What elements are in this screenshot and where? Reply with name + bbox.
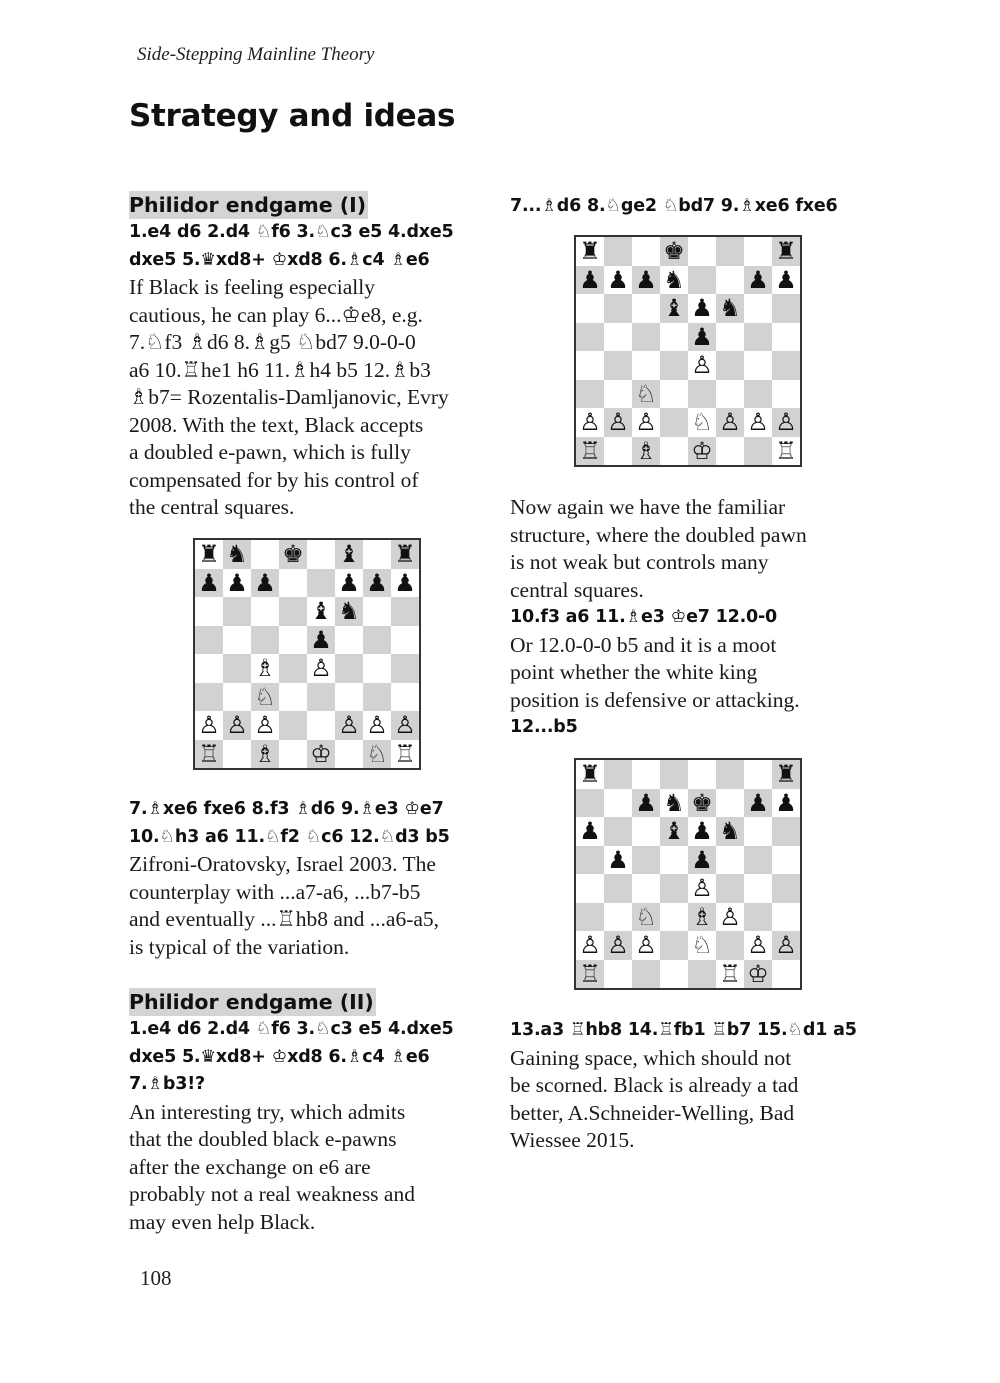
board-square [632,817,660,846]
board-square [391,626,419,655]
black-pawn-icon: ♟ [772,266,800,295]
board-square [363,626,391,655]
black-bishop-icon: ♝ [660,817,688,846]
white-pawn-icon: ♙ [335,711,363,740]
text-line: better, A.Schneider-Welling, Bad [510,1100,795,1125]
white-pawn-icon: ♙ [307,654,335,683]
text-line: 7.♘f3 ♗d6 8.♗g5 ♘bd7 9.0-0-0 [129,330,416,354]
board-square [716,237,744,266]
board-square [604,903,632,932]
section-heading: Philidor endgame (II) [129,990,374,1014]
board-square [279,711,307,740]
board-square [660,846,688,875]
text-line: Zifroni-Oratovsky, Israel 2003. The [129,852,436,876]
board-square [279,683,307,712]
white-pawn-icon: ♙ [744,931,772,960]
move-line: 10.♘h3 a6 11.♘f2 ♘c6 12.♘d3 b5 [129,826,450,847]
white-pawn-icon: ♙ [223,711,251,740]
board-square [195,654,223,683]
white-pawn-icon: ♙ [772,931,800,960]
white-pawn-icon: ♙ [744,408,772,437]
black-king-icon: ♚ [688,789,716,818]
board-square [772,903,800,932]
board-square [223,740,251,769]
board-square [279,597,307,626]
black-pawn-icon: ♟ [744,266,772,295]
board-square [660,960,688,989]
board-square [604,760,632,789]
white-pawn-icon: ♙ [716,408,744,437]
white-pawn-icon: ♙ [632,408,660,437]
black-king-icon: ♚ [279,540,307,569]
board-square [632,846,660,875]
board-square [772,817,800,846]
board-square [363,540,391,569]
black-knight-icon: ♞ [335,597,363,626]
text-line: be scorned. Black is already a tad [510,1073,799,1097]
black-pawn-icon: ♟ [604,266,632,295]
board-square [660,760,688,789]
board-square [307,540,335,569]
black-knight-icon: ♞ [223,540,251,569]
right-intro-moves [510,193,837,221]
text-line: ♗b7= Rozentalis-Damljanovic, Evry [129,385,449,409]
white-knight-icon: ♘ [688,408,716,437]
white-rook-icon: ♖ [195,740,223,769]
board-square [223,626,251,655]
board-square [688,237,716,266]
board-square [576,903,604,932]
white-king-icon: ♔ [688,437,716,466]
black-pawn-icon: ♟ [744,789,772,818]
board-square [716,789,744,818]
black-rook-icon: ♜ [576,237,604,266]
board-square [223,654,251,683]
text-line: Wiessee 2015. [510,1128,635,1152]
board-square [632,960,660,989]
board-square [716,351,744,380]
black-pawn-icon: ♟ [688,817,716,846]
move-line: 1.e4 d6 2.d4 ♘f6 3.♘c3 e5 4.dxe5 [129,222,454,242]
board-square [660,437,688,466]
board-square [335,626,363,655]
white-rook-icon: ♖ [391,740,419,769]
board-square [279,654,307,683]
text-line: compensated for by his control of [129,467,419,492]
text-line: after the exchange on e6 are [129,1154,371,1179]
white-pawn-icon: ♙ [716,903,744,932]
board-square [744,294,772,323]
white-bishop-icon: ♗ [251,740,279,769]
board-square [251,540,279,569]
board-square [251,597,279,626]
page-title: Strategy and ideas [129,98,456,134]
black-pawn-icon: ♟ [307,626,335,655]
board-square [660,874,688,903]
move-line: dxe5 5.♛xd8+ ♔xd8 6.♗c4 ♗e6 [129,1046,430,1067]
white-pawn-icon: ♙ [604,931,632,960]
board-square [744,237,772,266]
black-rook-icon: ♜ [195,540,223,569]
white-rook-icon: ♖ [716,960,744,989]
white-pawn-icon: ♙ [604,408,632,437]
white-bishop-icon: ♗ [251,654,279,683]
board-square [744,903,772,932]
board-square [716,437,744,466]
board-square [195,597,223,626]
black-knight-icon: ♞ [660,266,688,295]
board-square [772,960,800,989]
board-square [632,351,660,380]
board-square [772,351,800,380]
white-pawn-icon: ♙ [772,408,800,437]
board-square [576,846,604,875]
running-head: Side-Stepping Mainline Theory [137,44,375,65]
board-square [744,846,772,875]
board-square [716,931,744,960]
text-line: a doubled e-pawn, which is fully [129,440,411,464]
board-square [604,789,632,818]
board-square [716,874,744,903]
black-pawn-icon: ♟ [688,846,716,875]
board-square [632,760,660,789]
move-line: 1.e4 d6 2.d4 ♘f6 3.♘c3 e5 4.dxe5 [129,1019,454,1039]
text-line: If Black is feeling especially [129,275,375,299]
black-bishop-icon: ♝ [307,597,335,626]
black-pawn-icon: ♟ [632,789,660,818]
text-line: may even help Black. [129,1209,316,1234]
text-line: that the doubled black e-pawns [129,1127,397,1151]
move-line: 12...b5 [510,717,578,737]
move-line: 7.♗b3!? [129,1074,205,1094]
board-square [660,408,688,437]
black-pawn-icon: ♟ [632,266,660,295]
black-pawn-icon: ♟ [335,569,363,598]
white-pawn-icon: ♙ [391,711,419,740]
board-square [576,323,604,352]
board-square [660,323,688,352]
board-square [744,380,772,409]
black-rook-icon: ♜ [772,237,800,266]
black-bishop-icon: ♝ [660,294,688,323]
board-square [223,597,251,626]
board-square [772,874,800,903]
board-square [688,960,716,989]
white-pawn-icon: ♙ [251,711,279,740]
board-square [307,569,335,598]
board-square [604,380,632,409]
board-square [660,351,688,380]
white-bishop-icon: ♗ [632,437,660,466]
text-line: the central squares. [129,495,295,519]
board-square [391,597,419,626]
board-square [688,760,716,789]
black-pawn-icon: ♟ [251,569,279,598]
board-square [391,654,419,683]
black-pawn-icon: ♟ [688,294,716,323]
black-pawn-icon: ♟ [576,817,604,846]
black-knight-icon: ♞ [716,817,744,846]
board-square [604,817,632,846]
board-square [660,903,688,932]
board-square [223,683,251,712]
right-block-3 [510,1017,857,1155]
move-line: 7.♗xe6 fxe6 8.f3 ♗d6 9.♗e3 ♔e7 [129,799,444,819]
white-knight-icon: ♘ [632,380,660,409]
board-square [716,760,744,789]
chess-diagram-3 [574,758,802,990]
page-number: 108 [140,1266,172,1290]
text-line: Now again we have the familiar [510,495,786,519]
text-line: counterplay with ...a7-a6, ...b7-b5 [129,879,421,904]
white-pawn-icon: ♙ [576,408,604,437]
board-square [604,437,632,466]
white-rook-icon: ♖ [576,960,604,989]
black-knight-icon: ♞ [660,789,688,818]
section-heading: Philidor endgame (I) [129,193,367,217]
board-square [604,874,632,903]
text-line: is typical of the variation. [129,934,350,959]
white-pawn-icon: ♙ [363,711,391,740]
board-square [279,569,307,598]
board-square [744,437,772,466]
board-square [744,874,772,903]
text-line: probably not a real weakness and [129,1182,415,1206]
black-pawn-icon: ♟ [688,323,716,352]
board-square [716,323,744,352]
board-square [576,874,604,903]
board-square [772,294,800,323]
black-pawn-icon: ♟ [772,789,800,818]
text-line: a6 10.♖he1 h6 11.♗h4 b5 12.♗b3 [129,357,431,382]
move-line: dxe5 5.♛xd8+ ♔xd8 6.♗c4 ♗e6 [129,249,430,270]
move-line: 10.f3 a6 11.♗e3 ♔e7 12.0-0 [510,607,778,627]
black-pawn-icon: ♟ [195,569,223,598]
text-line: and eventually ...♖hb8 and ...a6-a5, [129,907,440,931]
board-square [632,294,660,323]
text-line: point whether the white king [510,660,758,684]
board-square [576,351,604,380]
board-square [335,683,363,712]
section1-continuation [129,796,450,961]
black-pawn-icon: ♟ [576,266,604,295]
board-square [251,626,279,655]
chess-diagram-1 [193,538,421,770]
section1-block [129,191,454,522]
text-line: cautious, he can play 6...♔e8, e.g. [129,302,423,327]
black-rook-icon: ♜ [391,540,419,569]
text-line: is not weak but controls many [510,550,769,574]
board-square [604,351,632,380]
board-square [632,323,660,352]
board-square [195,683,223,712]
board-square [307,683,335,712]
board-square [632,237,660,266]
board-square [744,351,772,380]
white-pawn-icon: ♙ [688,874,716,903]
black-bishop-icon: ♝ [335,540,363,569]
board-square [335,740,363,769]
board-square [576,380,604,409]
white-knight-icon: ♘ [688,931,716,960]
text-line: structure, where the doubled pawn [510,522,807,547]
board-square [391,683,419,712]
board-square [744,760,772,789]
board-square [744,323,772,352]
white-king-icon: ♔ [744,960,772,989]
board-square [660,931,688,960]
board-square [632,874,660,903]
board-square [604,294,632,323]
white-pawn-icon: ♙ [195,711,223,740]
board-square [307,711,335,740]
text-line: position is defensive or attacking. [510,687,800,712]
white-rook-icon: ♖ [576,437,604,466]
black-pawn-icon: ♟ [223,569,251,598]
black-king-icon: ♚ [660,237,688,266]
board-square [744,817,772,846]
move-line: 7...♗d6 8.♘ge2 ♘bd7 9.♗xe6 fxe6 [510,196,838,216]
black-pawn-icon: ♟ [363,569,391,598]
board-square [363,654,391,683]
board-square [716,380,744,409]
board-square [363,683,391,712]
board-square [576,789,604,818]
section2-block [129,988,454,1236]
board-square [688,266,716,295]
white-pawn-icon: ♙ [632,931,660,960]
text-line: central squares. [510,577,644,602]
board-square [772,323,800,352]
board-square [279,740,307,769]
white-pawn-icon: ♙ [688,351,716,380]
board-square [335,654,363,683]
white-rook-icon: ♖ [772,437,800,466]
board-square [576,294,604,323]
black-knight-icon: ♞ [716,294,744,323]
board-square [716,266,744,295]
board-square [604,237,632,266]
board-square [660,380,688,409]
move-line: 13.a3 ♖hb8 14.♖fb1 ♖b7 15.♘d1 a5 [510,1020,857,1040]
board-square [688,380,716,409]
white-bishop-icon: ♗ [688,903,716,932]
white-knight-icon: ♘ [251,683,279,712]
board-square [604,960,632,989]
board-square [772,380,800,409]
board-square [195,626,223,655]
white-king-icon: ♔ [307,740,335,769]
text-line: Gaining space, which should not [510,1045,792,1070]
board-square [279,626,307,655]
text-line: An interesting try, which admits [129,1099,406,1124]
white-pawn-icon: ♙ [576,931,604,960]
board-square [363,597,391,626]
chess-diagram-2 [574,235,802,467]
right-block-2 [510,494,807,742]
white-knight-icon: ♘ [632,903,660,932]
text-line: 2008. With the text, Black accepts [129,412,424,437]
board-square [604,323,632,352]
black-pawn-icon: ♟ [391,569,419,598]
black-rook-icon: ♜ [772,760,800,789]
black-rook-icon: ♜ [576,760,604,789]
black-pawn-icon: ♟ [604,846,632,875]
board-square [772,846,800,875]
board-square [716,846,744,875]
white-knight-icon: ♘ [363,740,391,769]
text-line: Or 12.0-0-0 b5 and it is a moot [510,632,777,657]
